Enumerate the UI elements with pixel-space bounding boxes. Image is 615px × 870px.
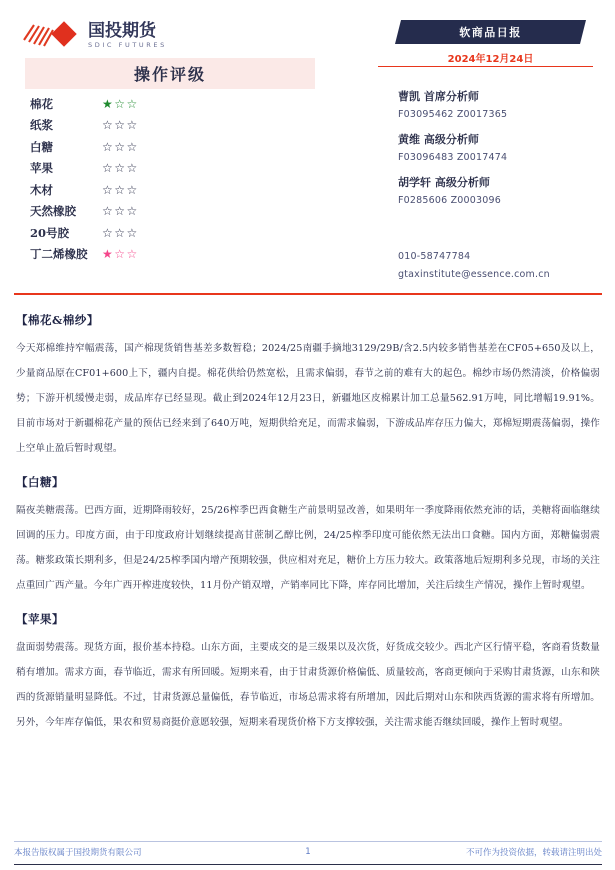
brand-text <box>88 22 167 49</box>
analyst-list <box>398 88 598 217</box>
report-section <box>16 474 600 598</box>
rating-stars: ☆☆☆ <box>102 139 139 154</box>
operation-rating-table <box>30 93 260 265</box>
rating-panel-title-band <box>25 58 315 89</box>
rating-row-label: 木材 <box>30 182 53 197</box>
brand-logo <box>22 17 167 53</box>
contact-phone: 010-58747784 <box>398 251 471 262</box>
report-content <box>16 312 600 748</box>
rating-stars: ★☆☆ <box>102 96 139 111</box>
report-header <box>0 0 615 300</box>
report-section <box>16 611 600 735</box>
analyst-name: 曹凯 首席分析师 <box>398 90 479 103</box>
rating-row-label: 棉花 <box>30 96 53 111</box>
footer-copyright: 本报告版权属于国投期货有限公司 <box>14 848 142 858</box>
section-title: 【白糖】 <box>16 475 64 489</box>
rating-stars: ☆☆☆ <box>102 118 139 133</box>
footer-page-number: 1 <box>305 847 311 857</box>
date-divider <box>378 66 593 67</box>
rating-row <box>30 136 260 158</box>
footer-top-divider <box>14 841 602 842</box>
rating-stars: ★☆☆ <box>102 247 139 262</box>
rating-row <box>30 179 260 201</box>
section-body: 隔夜美糖震荡。巴西方面，近期降雨较好，25/26榨季巴西食糖生产前景明显改善，如果明年一季度降雨依然充沛的话，美糖将面临继续回调的压力。印度方面，由于印度政府计划继续提高甘蔗制乙醇比例，24/25榨季印度可能依然无法出口食糖。国内方面，郑糖偏弱震荡。糖浆政策长期利多，但是24/25榨季国内增产预期较强，供应相对充足，糖价上方压力较大。政策落地后短期利多兑现，市场的关注点重回广西产量。今年广西开榨进度较快，11月份产销双增，产销率同比下降，库存同比增加，关注后续生产情况，操作上暂时观望。 <box>16 505 600 591</box>
contact-email: gtaxinstitute@essence.com.cn <box>398 269 550 280</box>
analyst-name: 黄维 高级分析师 <box>398 133 479 146</box>
rating-row <box>30 93 260 115</box>
section-body: 今天郑棉维持窄幅震荡，国产棉现货销售基差多数暂稳；2024/25南疆手摘地3129/29B/含2.5内较多销售基差在CF05+650及以上，少量商品原在CF01+600上下，疆内自提。棉花供给仍然宽松，且需求偏弱，春节之前的难有大的起色。棉纱市场仍然清淡，价格偏弱势；下游开机缓慢走弱，成品库存已经显现。截止到2024年12月23日，新疆地区皮棉累计加工总量562.91万吨，同比增幅19.91%。目前市场对于新疆棉花产量的预估已经来到了640万吨，短期供给充足，而需求偏弱，下游成品库存压力偏大，郑棉短期震荡偏弱，操作上空单止盈后暂时观望。 <box>16 343 600 454</box>
header-divider <box>14 293 602 295</box>
rating-stars: ☆☆☆ <box>102 161 139 176</box>
report-title-banner <box>398 20 583 44</box>
footer-disclaimer: 不可作为投资依据，转载请注明出处 <box>465 848 602 858</box>
page-footer <box>14 846 602 858</box>
analyst-name: 胡学轩 高级分析师 <box>398 176 490 189</box>
rating-row <box>30 222 260 244</box>
footer-bottom-divider <box>14 864 602 865</box>
contact-block <box>398 251 608 287</box>
section-title: 【苹果】 <box>16 612 64 626</box>
rating-row-label: 丁二烯橡胶 <box>30 247 88 262</box>
section-body: 盘面弱势震荡。现货方面，报价基本持稳。山东方面，主要成交的是三级果以及次货，好货成交较少。西北产区行情平稳，客商看货数量稍有增加。需求方面，春节临近，需求有所回暖。短期来看，由于甘肃货源价格偏低、质量较高，客商更倾向于采购甘肃货源，山东和陕西的货源销量明显降低。不过，甘肃货源总量偏低，春节临近，市场总需求将有所增加，因此后期对山东和陕西货源的需求将有所增加。另外，今年库存偏低，果农和贸易商挺价意愿较强，短期来看现货价格下方支撑较强，关注需求能否继续回暖，操作上暂时观望。 <box>16 642 600 728</box>
report-section <box>16 312 600 461</box>
rating-row <box>30 201 260 223</box>
section-title: 【棉花&棉纱】 <box>16 313 99 327</box>
rating-row-label: 纸浆 <box>30 118 53 133</box>
brand-name-en: SDIC FUTURES <box>88 40 167 49</box>
rating-row-label: 苹果 <box>30 161 53 176</box>
report-title: 软商品日报 <box>459 26 522 39</box>
rating-row-label: 20号胶 <box>30 225 70 240</box>
analyst-license-code: F03095462 Z0017365 <box>398 109 508 120</box>
rating-row <box>30 115 260 137</box>
rating-stars: ☆☆☆ <box>102 182 139 197</box>
analyst-license-code: F0285606 Z0003096 <box>398 195 502 206</box>
rating-row <box>30 158 260 180</box>
report-date: 2024年12月24日 <box>447 54 534 65</box>
brand-name-cn: 国投期货 <box>88 20 156 41</box>
analyst-license-code: F03096483 Z0017474 <box>398 152 508 163</box>
rating-panel-title: 操作评级 <box>133 65 206 84</box>
rating-stars: ☆☆☆ <box>102 225 139 240</box>
rating-row-label: 白糖 <box>30 139 53 154</box>
rating-stars: ☆☆☆ <box>102 204 139 219</box>
sdic-diamond-logo-icon <box>22 20 84 50</box>
rating-row <box>30 244 260 266</box>
rating-row-label: 天然橡胶 <box>30 204 76 219</box>
